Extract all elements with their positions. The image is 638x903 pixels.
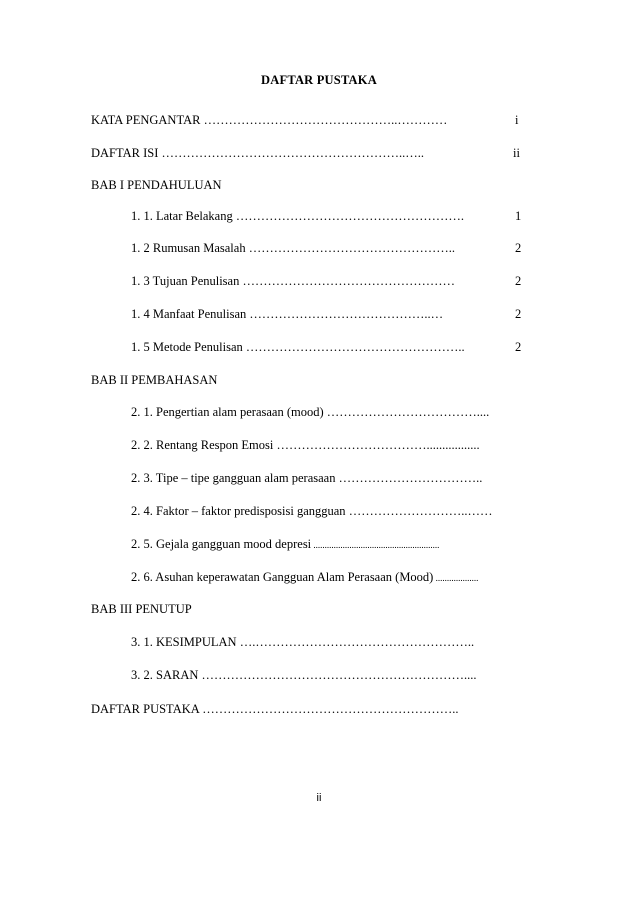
toc-entry-text: 2. 2. Rentang Respon Emosi [131,438,274,452]
toc-page-number: 2 [515,307,522,321]
toc-entry-text: DAFTAR PUSTAKA [91,702,200,716]
toc-entry-text: DAFTAR ISI [91,146,159,160]
toc-page-number: 2 [515,241,522,255]
toc-entry-text: 2. 1. Pengertian alam perasaan (mood) [131,405,324,419]
toc-entry-text: 1. 1. Latar Belakang [131,209,233,223]
toc-entry-dots: ……………………………………..… [249,307,444,321]
toc-entry [131,208,464,224]
toc-entry [131,273,455,289]
toc-entry [131,339,465,355]
toc-entry-text: 2. 6. Asuhan keperawatan Gangguan Alam Perasaan (Mood) [131,570,434,584]
toc-page-number: i [515,113,519,127]
toc-entry [131,404,489,420]
toc-entry-text: BAB II PEMBAHASAN [91,373,218,387]
toc-entry-text: BAB III PENUTUP [91,602,192,616]
toc-entry-dots: ………………………..…… [345,504,493,518]
toc-entry [131,536,439,553]
toc-entry-text: 2. 4. Faktor – faktor predisposisi gangguan [131,504,346,518]
toc-entry-dots: ………………………………................. [276,438,480,452]
toc-entry [131,470,482,486]
toc-entry-dots: …………………………………………… [242,274,455,288]
toc-page-number: 1 [515,209,522,223]
toc-entry-text: 2. 3. Tipe – tipe gangguan alam perasaan [131,471,336,485]
toc-page-number: 2 [515,274,522,288]
toc-entry-dots: ….…………………………………………….. [236,635,475,649]
toc-entry-text: 1. 5 Metode Penulisan [131,340,243,354]
toc-entry [131,667,477,683]
toc-entry-text: 3. 2. SARAN [131,668,199,682]
chapter-heading [91,177,222,193]
toc-entry-text: 1. 2 Rumusan Masalah [131,241,246,255]
toc-entry-dots: …………………………….. [335,471,483,485]
toc-entry-text: 1. 4 Manfaat Penulisan [131,307,247,321]
toc-entry-dots: ........................................................ [311,540,440,550]
chapter-heading [91,372,217,388]
toc-entry [131,503,492,519]
toc-page-number: ii [513,146,520,160]
toc-entry [131,569,478,586]
toc-entry [131,306,443,322]
toc-entry-text: 2. 5. Gejala gangguan mood depresi [131,537,312,551]
page-title: DAFTAR PUSTAKA [261,73,377,87]
toc-entry-text: 1. 3 Tujuan Penulisan [131,274,240,288]
page-number: ii [316,792,322,804]
toc-entry-text: BAB I PENDAHULUAN [91,178,222,192]
toc-entry-dots: ……………………………………………………….... [198,668,477,682]
toc-entry [91,112,447,128]
toc-entry-dots: ……………………………….... [326,405,490,419]
toc-entry-dots: …………………………………………………….. [199,702,459,716]
toc-entry-dots: ………………………………………………. [235,209,464,223]
toc-entry-dots: ................... [433,573,479,583]
toc-entry [131,437,480,453]
toc-entry-dots: …………………………………………….. [245,340,465,354]
toc-entry-dots: ………………………………………….. [248,241,455,255]
toc-entry [91,145,424,161]
toc-entry-dots: …………………………………………………..….. [161,146,425,160]
toc-page-number: 2 [515,340,522,354]
toc-entry [91,701,458,717]
toc-entry-text: KATA PENGANTAR [91,113,201,127]
toc-entry [131,634,474,650]
toc-entry-dots: ………………………………………..………… [203,113,448,127]
toc-entry [131,240,455,256]
toc-entry-text: 3. 1. KESIMPULAN [131,635,237,649]
chapter-heading [91,601,192,617]
